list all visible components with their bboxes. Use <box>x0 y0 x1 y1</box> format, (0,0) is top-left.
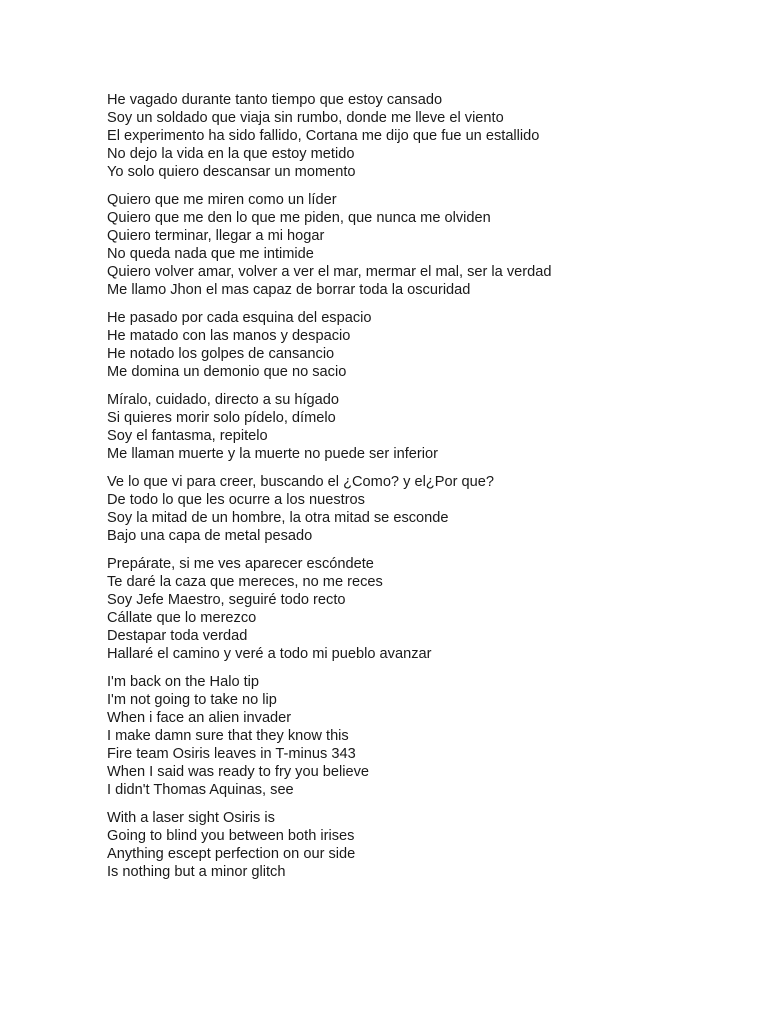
stanza <box>107 809 747 881</box>
stanza <box>107 555 747 663</box>
lyric-line: Going to blind you between both irises <box>107 828 355 844</box>
lyrics-body <box>107 91 747 891</box>
lyric-line: Soy la mitad de un hombre, la otra mitad se esconde <box>107 510 449 526</box>
lyric-line: I'm not going to take no lip <box>107 692 277 708</box>
lyric-line: El experimento ha sido fallido, Cortana me dijo que fue un estallido <box>107 128 540 144</box>
lyric-line: Quiero que me den lo que me piden, que nunca me olviden <box>107 210 491 226</box>
lyric-line: With a laser sight Osiris is <box>107 810 275 826</box>
lyric-line: Bajo una capa de metal pesado <box>107 528 313 544</box>
lyric-line: I didn't Thomas Aquinas, see <box>107 782 294 798</box>
lyric-line: Soy Jefe Maestro, seguiré todo recto <box>107 592 346 608</box>
lyric-line: Me llaman muerte y la muerte no puede ser inferior <box>107 446 438 462</box>
stanza <box>107 673 747 799</box>
lyric-line: Me domina un demonio que no sacio <box>107 364 347 380</box>
lyric-line: Yo solo quiero descansar un momento <box>107 164 356 180</box>
lyric-line: Fire team Osiris leaves in T-minus 343 <box>107 746 356 762</box>
stanza <box>107 309 747 381</box>
lyric-line: Prepárate, si me ves aparecer escóndete <box>107 556 374 572</box>
lyric-line: Míralo, cuidado, directo a su hígado <box>107 392 340 408</box>
lyric-line: When i face an alien invader <box>107 710 292 726</box>
lyric-line: Destapar toda verdad <box>107 628 248 644</box>
lyric-line: Cállate que lo merezco <box>107 610 257 626</box>
lyric-line: Te daré la caza que mereces, no me reces <box>107 574 383 590</box>
lyric-line: I'm back on the Halo tip <box>107 674 260 690</box>
lyric-line: No dejo la vida en la que estoy metido <box>107 146 355 162</box>
lyric-line: Quiero que me miren como un líder <box>107 192 337 208</box>
lyric-line: When I said was ready to fry you believe <box>107 764 370 780</box>
lyric-line: De todo lo que les ocurre a los nuestros <box>107 492 365 508</box>
lyric-line: Quiero volver amar, volver a ver el mar, mermar el mal, ser la verdad <box>107 264 552 280</box>
stanza <box>107 473 747 545</box>
lyric-line: Ve lo que vi para creer, buscando el ¿Como? y el¿Por que? <box>107 474 494 490</box>
lyric-line: No queda nada que me intimide <box>107 246 314 262</box>
lyric-line: Anything escept perfection on our side <box>107 846 356 862</box>
lyric-line: He vagado durante tanto tiempo que estoy cansado <box>107 92 443 108</box>
lyric-line: Soy un soldado que viaja sin rumbo, donde me lleve el viento <box>107 110 504 126</box>
lyric-line: Quiero terminar, llegar a mi hogar <box>107 228 325 244</box>
stanza <box>107 391 747 463</box>
lyric-line: Is nothing but a minor glitch <box>107 864 286 880</box>
lyric-line: Si quieres morir solo pídelo, dímelo <box>107 410 336 426</box>
lyric-line: Soy el fantasma, repitelo <box>107 428 268 444</box>
lyric-line: He notado los golpes de cansancio <box>107 346 335 362</box>
lyric-line: He pasado por cada esquina del espacio <box>107 310 372 326</box>
lyric-line: He matado con las manos y despacio <box>107 328 351 344</box>
lyric-line: Me llamo Jhon el mas capaz de borrar toda la oscuridad <box>107 282 471 298</box>
stanza <box>107 91 747 181</box>
stanza <box>107 191 747 299</box>
lyric-line: I make damn sure that they know this <box>107 728 349 744</box>
lyric-line: Hallaré el camino y veré a todo mi pueblo avanzar <box>107 646 432 662</box>
